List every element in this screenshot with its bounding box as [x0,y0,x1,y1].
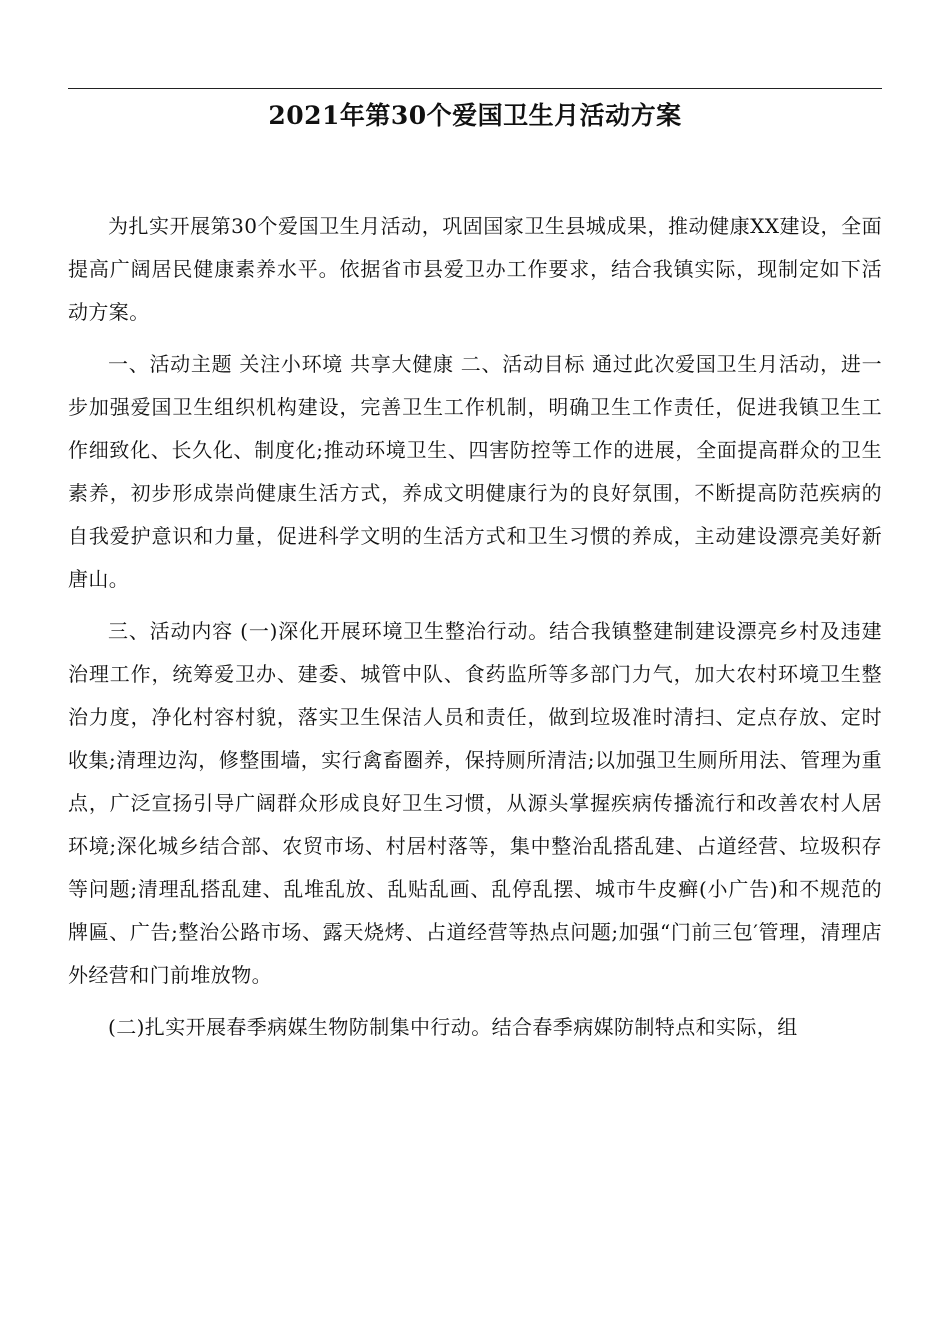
paragraph-theme-and-goals: 一、活动主题 关注小环境 共享大健康 二、活动目标 通过此次爱国卫生月活动，进一步加强爱国卫生组织机构建设，完善卫生工作机制，明确卫生工作责任，促进我镇卫生工作细致化、长久化、制度化;推动环境卫生、四害防控等工作的进展，全面提高群众的卫生素养，初步形成崇尚健康生活方式，养成文明健康行为的良好氛围，不断提高防范疾病的自我爱护意识和力量，促进科学文明的生活方式和卫生习惯的养成，主动建设漂亮美好新唐山。 [68,352,882,591]
paragraph-activity-content: 三、活动内容 (一)深化开展环境卫生整治行动。结合我镇整建制建设漂亮乡村及违建治理工作，统筹爱卫办、建委、城管中队、食药监所等多部门力气，加大农村环境卫生整治力度，净化村容村貌，落实卫生保洁人员和责任，做到垃圾准时清扫、定点存放、定时收集;清理边沟，修整围墙，实行禽畜圈养，保持厕所清洁;以加强卫生厕所用法、管理为重点，广泛宣扬引导广阔群众形成良好卫生习惯，从源头掌握疾病传播流行和改善农村人居环境;深化城乡结合部、农贸市场、村居村落等，集中整治乱搭乱建、占道经营、垃圾积存等问题;清理乱搭乱建、乱堆乱放、乱贴乱画、乱停乱摆、城市牛皮癣(小广告)和不规范的牌匾、广告;整治公路市场、露天烧烤、占道经营等热点问题;加强“门前三包′管理，清理店外经营和门前堆放物。 [68,619,882,987]
paragraph-vector-control: (二)扎实开展春季病媒生物防制集中行动。结合春季病媒防制特点和实际，组 [108,1015,798,1039]
document-title: 2021年第30个爱国卫生月活动方案 [268,101,682,130]
document-body [68,205,882,1058]
paragraph-intro: 为扎实开展第30个爱国卫生月活动，巩固国家卫生县城成果，推动健康XX建设，全面提高广阔居民健康素养水平。依据省市县爱卫办工作要求，结合我镇实际，现制定如下活动方案。 [68,214,882,324]
header-rule [68,88,882,89]
